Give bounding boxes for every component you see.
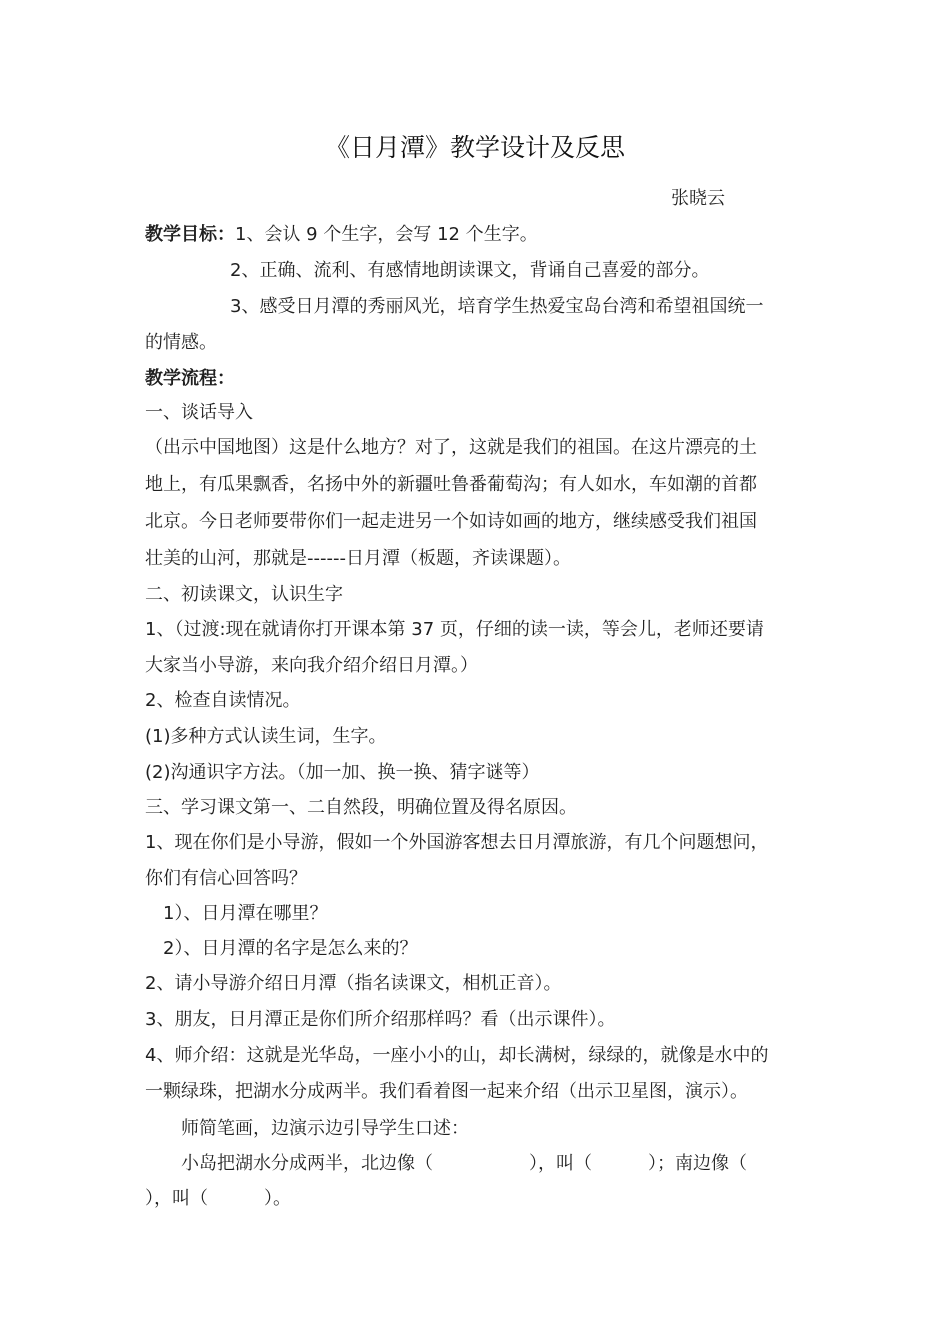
section1-paragraph-line: 北京。今日老师要带你们一起走进另一个如诗如画的地方，继续感受我们祖国 bbox=[145, 511, 757, 532]
section1-paragraph-line: 地上，有瓜果飘香，名扬中外的新疆吐鲁番葡萄沟；有人如水，车如潮的首都 bbox=[145, 474, 757, 495]
section1-paragraph-line: 壮美的山河，那就是------日月潭（板题，齐读课题）。 bbox=[145, 548, 571, 569]
goal-1-text: 1、会认 9 个生字，会写 12 个生字。 bbox=[235, 224, 538, 245]
fill-text: ）。 bbox=[264, 1188, 291, 1209]
section2-step2: 2、检查自读情况。 bbox=[145, 690, 301, 711]
section3-step4: 4、师介绍：这就是光华岛，一座小小的山，却长满树，绿绿的，就像是水中的 bbox=[145, 1045, 769, 1066]
document-title: 《日月潭》教学设计及反思 bbox=[324, 133, 625, 162]
fill-text: ），叫（ bbox=[145, 1188, 208, 1209]
teaching-goal-3-cont: 的情感。 bbox=[145, 332, 217, 353]
section3-step2: 2、请小导游介绍日月潭（指名读课文，相机正音）。 bbox=[145, 973, 562, 994]
section3-step1-cont: 你们有信心回答吗？ bbox=[145, 868, 307, 889]
section2-step1-cont: 大家当小导游，来向我介绍介绍日月潭。） bbox=[145, 655, 478, 676]
section3-step4-instruction: 师简笔画，边演示边引导学生口述： bbox=[181, 1118, 469, 1139]
section3-step3: 3、朋友，日月潭正是你们所介绍那样吗？看（出示课件）。 bbox=[145, 1009, 616, 1030]
section2-heading: 二、初读课文，认识生字 bbox=[145, 584, 343, 605]
fill-in-line-1 bbox=[181, 1151, 851, 1177]
author-name: 张晓云 bbox=[671, 188, 725, 209]
fill-text: ）；南边像（ bbox=[648, 1153, 747, 1174]
section3-heading: 三、学习课文第一、二自然段，明确位置及得名原因。 bbox=[145, 797, 577, 818]
fill-text: 小岛把湖水分成两半，北边像（ bbox=[181, 1153, 433, 1174]
section3-question1: 1）、日月潭在哪里？ bbox=[163, 903, 328, 924]
section2-step2-item2: (2)沟通识字方法。（加一加、换一换、猜字谜等） bbox=[145, 762, 540, 783]
section3-step1: 1、现在你们是小导游，假如一个外国游客想去日月潭旅游，有几个问题想问， bbox=[145, 832, 769, 853]
section2-step1: 1、（过渡:现在就请你打开课本第 37 页，仔细的读一读，等会儿，老师还要请 bbox=[145, 619, 764, 640]
section3-question2: 2）、日月潭的名字是怎么来的？ bbox=[163, 938, 418, 959]
fill-text: ），叫（ bbox=[529, 1153, 592, 1174]
process-label: 教学流程： bbox=[145, 368, 235, 389]
section1-heading: 一、谈话导入 bbox=[145, 402, 253, 423]
teaching-goal-3: 3、感受日月潭的秀丽风光，培育学生热爱宝岛台湾和希望祖国统一 bbox=[230, 296, 764, 317]
teaching-goal-2: 2、正确、流利、有感情地朗读课文，背诵自己喜爱的部分。 bbox=[230, 260, 710, 281]
teaching-goal-1 bbox=[145, 222, 815, 248]
section3-step4-cont: 一颗绿珠，把湖水分成两半。我们看着图一起来介绍（出示卫星图，演示）。 bbox=[145, 1081, 748, 1102]
fill-in-line-2 bbox=[145, 1186, 815, 1212]
goals-label: 教学目标： bbox=[145, 224, 235, 245]
section1-paragraph-line: （出示中国地图）这是什么地方？对了，这就是我们的祖国。在这片漂亮的土 bbox=[145, 437, 757, 458]
section2-step2-item1: (1)多种方式认读生词，生字。 bbox=[145, 726, 387, 747]
